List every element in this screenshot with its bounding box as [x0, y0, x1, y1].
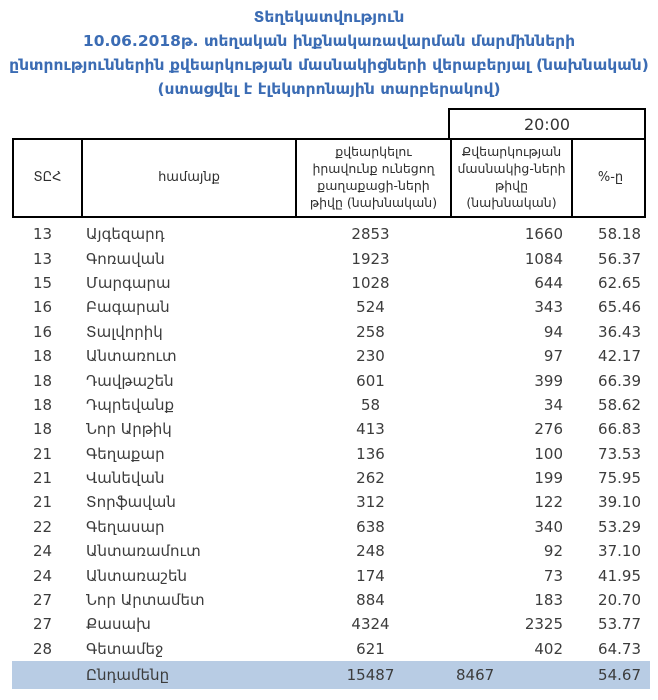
cell-percent: 41.95: [598, 566, 641, 585]
cell-eligible: 601: [356, 371, 385, 390]
table-row: [12, 295, 646, 319]
cell-percent: 65.46: [598, 298, 641, 317]
cell-percent: 36.43: [598, 322, 641, 341]
cell-community: Անտառամուտ: [86, 542, 201, 561]
cell-percent: 62.65: [598, 273, 641, 292]
cell-community: Գոռավան: [86, 249, 165, 268]
cell-percent: 66.83: [598, 420, 641, 439]
cell-tec: 27: [33, 615, 53, 634]
cell-participants: 34: [543, 395, 563, 414]
report-title-line-4: (ստացվել է էլեկտրոնային տարբերակով): [157, 80, 501, 98]
cell-community: Գետամեջ: [86, 639, 164, 658]
table-row: [12, 393, 646, 417]
cell-tec: 18: [33, 395, 53, 414]
report-title: [0, 0, 658, 101]
cell-participants: 92: [543, 542, 563, 561]
cell-participants: 1660: [524, 225, 563, 244]
table-row: [12, 612, 646, 636]
cell-tec: 18: [33, 420, 53, 439]
cell-participants: 644: [534, 273, 563, 292]
cell-percent: 53.29: [598, 517, 641, 536]
table-row: [12, 344, 646, 368]
cell-community: Անտառուտ: [86, 347, 177, 366]
cell-eligible: 262: [356, 469, 385, 488]
cell-community: Դպրեվանք: [86, 395, 175, 414]
total-cell-participants: 8467: [456, 666, 495, 685]
cell-community: Մարգարա: [86, 273, 171, 292]
table-row: [12, 222, 646, 246]
cell-participants: 199: [534, 469, 563, 488]
table-header-row: [12, 138, 646, 218]
cell-percent: 75.95: [598, 469, 641, 488]
column-header-community: համայնք: [81, 140, 295, 216]
cell-participants: 2325: [524, 615, 563, 634]
cell-participants: 402: [534, 639, 563, 658]
cell-community: Վանեվան: [86, 469, 165, 488]
cell-eligible: 258: [356, 322, 385, 341]
cell-percent: 20.70: [598, 591, 641, 610]
cell-eligible: 174: [356, 566, 385, 585]
table-row: [12, 466, 646, 490]
cell-percent: 58.62: [598, 395, 641, 414]
report-title-line-1: Տեղեկատվություն: [253, 8, 405, 26]
cell-participants: 122: [534, 493, 563, 512]
cell-eligible: 524: [356, 298, 385, 317]
table-row: [12, 417, 646, 441]
cell-percent: 53.77: [598, 615, 641, 634]
cell-tec: 21: [33, 444, 53, 463]
cell-percent: 73.53: [598, 444, 641, 463]
cell-eligible: 1028: [351, 273, 390, 292]
table-row: [12, 563, 646, 587]
cell-tec: 28: [33, 639, 53, 658]
cell-tec: 15: [33, 273, 53, 292]
column-header-eligible: քվեարկելու իրավունք ունեցող քաղաքացի-ների թիվը (նախնական): [295, 140, 450, 216]
cell-community: Բագարան: [86, 298, 170, 317]
cell-tec: 27: [33, 591, 53, 610]
cell-percent: 42.17: [598, 347, 641, 366]
cell-eligible: 248: [356, 542, 385, 561]
total-cell-label: Ընդամենը: [86, 666, 170, 685]
table-row: [12, 246, 646, 270]
cell-community: Նոր Արթիկ: [86, 420, 172, 439]
cell-percent: 37.10: [598, 542, 641, 561]
column-header-tec: ՏԸՀ: [33, 170, 62, 186]
table-row: [12, 490, 646, 514]
cell-tec: 16: [33, 322, 53, 341]
cell-community: Դավթաշեն: [86, 371, 174, 390]
cell-eligible: 230: [356, 347, 385, 366]
cell-eligible: 638: [356, 517, 385, 536]
cell-eligible: 621: [356, 639, 385, 658]
cell-tec: 13: [33, 249, 53, 268]
table-row: [12, 515, 646, 539]
cell-community: Քասախ: [86, 615, 151, 634]
column-header-participants: Քվեարկության մասնակից-ների թիվը (նախնական): [450, 140, 571, 216]
table-row: [12, 588, 646, 612]
cell-tec: 18: [33, 371, 53, 390]
cell-participants: 340: [534, 517, 563, 536]
cell-tec: 22: [33, 517, 53, 536]
cell-participants: 100: [534, 444, 563, 463]
cell-eligible: 312: [356, 493, 385, 512]
cell-participants: 399: [534, 371, 563, 390]
cell-tec: 24: [33, 542, 53, 561]
cell-participants: 73: [543, 566, 563, 585]
cell-percent: 56.37: [598, 249, 641, 268]
table-row: [12, 539, 646, 563]
table-row: [12, 637, 646, 661]
total-cell-tec: [12, 661, 79, 689]
cell-eligible: 58: [360, 395, 381, 414]
cell-community: Այգեզարդ: [86, 225, 165, 244]
cell-community: Անտառաշեն: [86, 566, 188, 585]
cell-percent: 39.10: [598, 493, 641, 512]
cell-eligible: 2853: [351, 225, 390, 244]
table-row: [12, 271, 646, 295]
cell-tec: 18: [33, 347, 53, 366]
total-cell-percent: 54.67: [598, 666, 641, 685]
cell-eligible: 884: [356, 591, 385, 610]
total-cell-eligible: 15487: [346, 666, 395, 685]
cell-percent: 66.39: [598, 371, 641, 390]
cell-community: Նոր Արտամետ: [86, 591, 205, 610]
cell-community: Գեղասար: [86, 517, 165, 536]
time-header-row: [12, 108, 646, 138]
cell-participants: 183: [534, 591, 563, 610]
time-header-spacer: [12, 108, 448, 138]
cell-percent: 64.73: [598, 639, 641, 658]
cell-tec: 16: [33, 298, 53, 317]
cell-eligible: 1923: [351, 249, 390, 268]
table-row: [12, 368, 646, 392]
cell-participants: 94: [543, 322, 563, 341]
results-table: [12, 108, 646, 689]
cell-participants: 97: [543, 347, 563, 366]
report-title-line-2: 10.06.2018թ. տեղական ինքնակառավարման մարմինների: [82, 32, 576, 50]
report-title-line-3: ընտրություններին քվեարկության մասնակիցների վերաբերյալ (նախնական): [9, 56, 649, 74]
cell-community: Տալվորիկ: [86, 322, 163, 341]
cell-eligible: 413: [356, 420, 385, 439]
cell-community: Տորֆավան: [86, 493, 176, 512]
cell-participants: 1084: [524, 249, 563, 268]
cell-tec: 21: [33, 469, 53, 488]
cell-community: Գեղաքար: [86, 444, 165, 463]
cell-participants: 276: [534, 420, 563, 439]
cell-tec: 24: [33, 566, 53, 585]
cell-eligible: 4324: [351, 615, 390, 634]
cell-eligible: 136: [356, 444, 385, 463]
cell-participants: 343: [534, 298, 563, 317]
cell-percent: 58.18: [598, 225, 641, 244]
cell-tec: 21: [33, 493, 53, 512]
table-row: [12, 320, 646, 344]
time-header: 20:00: [448, 108, 646, 138]
table-body: [12, 222, 646, 661]
table-row: [12, 442, 646, 466]
table-total-row: [12, 661, 650, 689]
column-header-percent: %-ը: [571, 140, 648, 216]
cell-tec: 13: [33, 225, 53, 244]
